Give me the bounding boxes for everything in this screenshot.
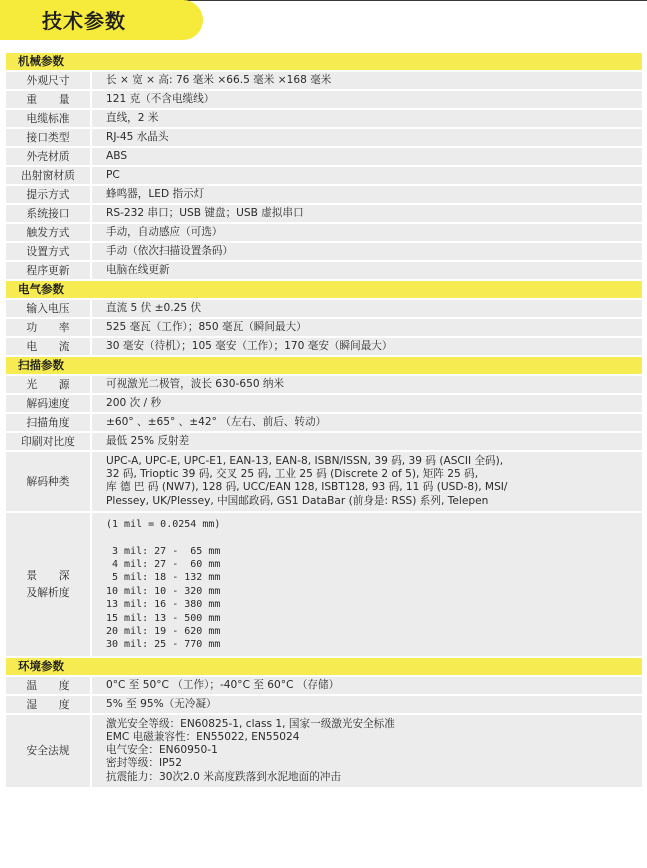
row-label: 湿 度 — [6, 696, 90, 713]
row-label: 接口类型 — [6, 129, 90, 146]
row-label: 功 率 — [6, 319, 90, 336]
decode-line: Plessey, UK/Plessey, 中国邮政码, GS1 DataBar (前身是: RSS) 系列, Telepen — [106, 494, 489, 507]
safety-line: EMC 电磁兼容性：EN55022, EN55024 — [106, 731, 300, 744]
row-value: RJ-45 水晶头 — [92, 129, 642, 146]
spec-row — [6, 205, 642, 222]
spec-row — [6, 300, 642, 317]
row-label: 印刷对比度 — [6, 433, 90, 450]
depth-line: 15 mil: 13 - 500 mm — [106, 612, 221, 624]
row-label: 出射窗材质 — [6, 167, 90, 184]
decode-types-value — [92, 452, 642, 511]
row-value: PC — [92, 167, 642, 184]
spec-row — [6, 167, 642, 184]
row-label: 重 量 — [6, 91, 90, 108]
spec-row — [6, 186, 642, 203]
row-value: 121 克（不含电缆线） — [92, 91, 642, 108]
row-label: 安全法规 — [6, 715, 90, 787]
title-tab — [0, 0, 203, 40]
row-label: 光 源 — [6, 376, 90, 393]
spec-row — [6, 129, 642, 146]
spec-row — [6, 395, 642, 412]
row-label: 外壳材质 — [6, 148, 90, 165]
safety-line: 电气安全：EN60950-1 — [106, 744, 218, 757]
label-line: 景 深 — [26, 569, 70, 583]
row-value: 最低 25% 反射差 — [92, 433, 642, 450]
spec-row — [6, 414, 642, 431]
spec-table — [6, 53, 642, 789]
spec-row — [6, 338, 642, 355]
page-title: 技术参数 — [42, 9, 126, 33]
decode-line: 32 码, Trioptic 39 码, 交叉 25 码, 工业 25 码 (Discrete 2 of 5), 矩阵 25 码, — [106, 468, 479, 481]
row-label: 扫描角度 — [6, 414, 90, 431]
row-value: 0°C 至 50°C （工作）；-40°C 至 60°C （存储） — [92, 677, 642, 694]
spec-row — [6, 110, 642, 127]
spec-row-decode-types — [6, 452, 642, 511]
row-value: 蜂鸣器，LED 指示灯 — [92, 186, 642, 203]
row-label: 提示方式 — [6, 186, 90, 203]
environment-rows — [6, 677, 642, 713]
row-value: 电脑在线更新 — [92, 262, 642, 279]
row-value: ±60° 、±65° 、±42° （左右、前后、转动） — [92, 414, 642, 431]
row-label — [6, 513, 90, 656]
depth-of-field-value — [92, 513, 642, 656]
row-value: 长 × 宽 × 高: 76 毫米 ×66.5 毫米 ×168 毫米 — [92, 72, 642, 89]
row-value: 5% 至 95%（无冷凝） — [92, 696, 642, 713]
row-label: 电 流 — [6, 338, 90, 355]
decode-line: UPC-A, UPC-E, UPC-E1, EAN-13, EAN-8, ISBN/ISSN, 39 码, 39 码 (ASCII 全码), — [106, 455, 504, 467]
spec-row — [6, 148, 642, 165]
row-value: 200 次 / 秒 — [92, 395, 642, 412]
electrical-rows — [6, 300, 642, 355]
spec-row — [6, 376, 642, 393]
section-header-electrical: 电气参数 — [6, 281, 642, 298]
row-label: 解码速度 — [6, 395, 90, 412]
section-header-scanning: 扫描参数 — [6, 357, 642, 374]
row-label: 系统接口 — [6, 205, 90, 222]
unit-note: (1 mil = 0.0254 mm) — [106, 518, 221, 530]
row-value: 手动（依次扫描设置条码） — [92, 243, 642, 260]
spec-row — [6, 72, 642, 89]
row-value: ABS — [92, 148, 642, 165]
safety-line: 密封等级：IP52 — [106, 757, 182, 770]
row-value: 525 毫瓦（工作）；850 毫瓦（瞬间最大） — [92, 319, 642, 336]
row-value: RS-232 串口；USB 键盘；USB 虚拟串口 — [92, 205, 642, 222]
safety-value — [92, 715, 642, 787]
spec-row — [6, 224, 642, 241]
safety-line: 抗震能力：30次2.0 米高度跌落到水泥地面的冲击 — [106, 770, 341, 783]
depth-line: 20 mil: 19 - 620 mm — [106, 626, 221, 638]
row-label: 输入电压 — [6, 300, 90, 317]
spec-row-safety — [6, 715, 642, 787]
spec-row — [6, 696, 642, 713]
safety-line: 激光安全等级：EN60825-1, class 1, 国家一级激光安全标准 — [106, 717, 395, 730]
scanning-rows — [6, 376, 642, 450]
spec-row — [6, 243, 642, 260]
row-label: 外观尺寸 — [6, 72, 90, 89]
spec-row — [6, 433, 642, 450]
row-value: 直线，2 米 — [92, 110, 642, 127]
section-header-mechanical: 机械参数 — [6, 53, 642, 70]
row-value: 可视激光二极管，波长 630-650 纳米 — [92, 376, 642, 393]
spec-row-depth-of-field — [6, 513, 642, 656]
row-label: 触发方式 — [6, 224, 90, 241]
row-value: 直流 5 伏 ±0.25 伏 — [92, 300, 642, 317]
depth-line: 3 mil: 27 - 65 mm — [106, 545, 221, 557]
spec-row — [6, 677, 642, 694]
spec-row — [6, 319, 642, 336]
depth-line: 13 mil: 16 - 380 mm — [106, 599, 221, 611]
decode-line: 库 德 巴 码 (NW7), 128 码, UCC/EAN 128, ISBT128, 93 码, 11 码 (USD-8), MSI/ — [106, 481, 508, 494]
depth-line: 10 mil: 10 - 320 mm — [106, 585, 221, 597]
row-label: 程序更新 — [6, 262, 90, 279]
label-line: 及解析度 — [26, 586, 70, 600]
spec-row — [6, 262, 642, 279]
row-label: 解码种类 — [6, 452, 90, 511]
row-value: 30 毫安（待机）；105 毫安（工作）；170 毫安（瞬间最大） — [92, 338, 642, 355]
spec-row — [6, 91, 642, 108]
row-label: 电缆标准 — [6, 110, 90, 127]
row-label: 设置方式 — [6, 243, 90, 260]
depth-line: 30 mil: 25 - 770 mm — [106, 639, 221, 651]
mechanical-rows — [6, 72, 642, 279]
row-value: 手动，自动感应（可选） — [92, 224, 642, 241]
depth-line: 4 mil: 27 - 60 mm — [106, 559, 221, 571]
section-header-environment: 环境参数 — [6, 658, 642, 675]
depth-line: 5 mil: 18 - 132 mm — [106, 572, 221, 584]
row-label: 温 度 — [6, 677, 90, 694]
